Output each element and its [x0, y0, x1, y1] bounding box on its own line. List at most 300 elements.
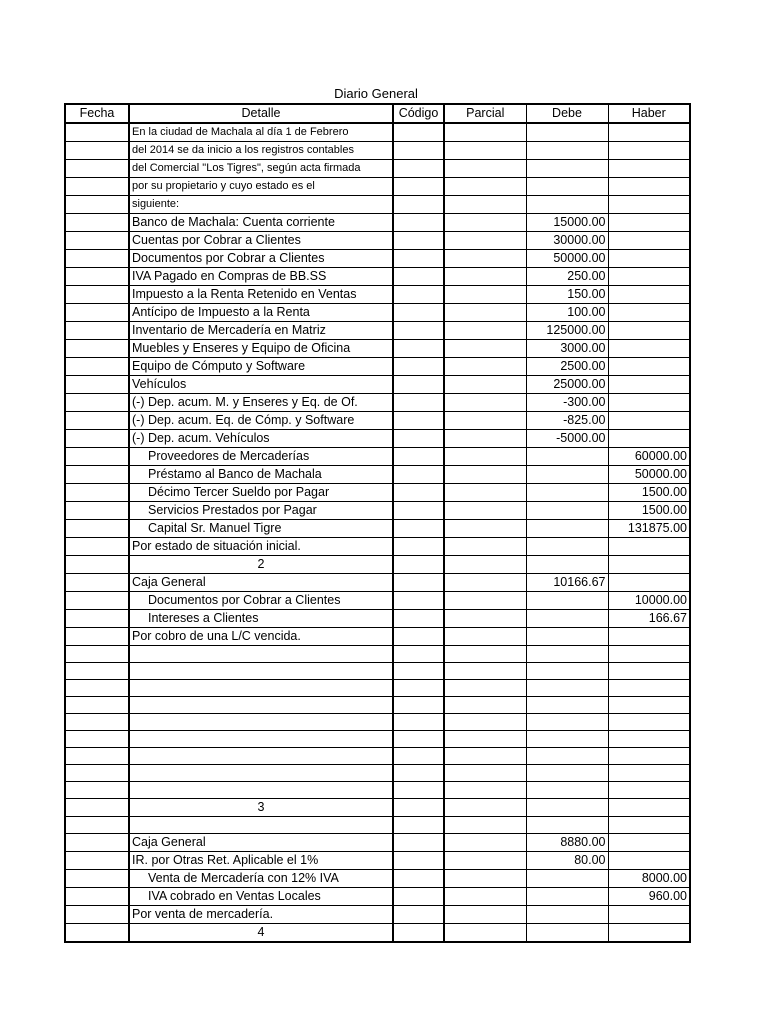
cell-codigo — [393, 268, 444, 286]
cell-haber: 1500.00 — [608, 502, 690, 520]
cell-haber — [608, 123, 690, 142]
cell-debe: 8880.00 — [526, 834, 608, 852]
header-detalle: Detalle — [129, 104, 393, 123]
table-row — [65, 765, 690, 782]
table-row — [65, 286, 690, 304]
cell-detalle: Antícipo de Impuesto a la Renta — [129, 304, 393, 322]
cell-detalle: del 2014 se da inicio a los registros contables — [129, 142, 393, 160]
cell-fecha — [65, 574, 129, 592]
cell-codigo — [393, 646, 444, 663]
cell-parcial — [444, 358, 526, 376]
cell-fecha — [65, 304, 129, 322]
cell-haber — [608, 697, 690, 714]
cell-parcial — [444, 748, 526, 765]
cell-codigo — [393, 731, 444, 748]
table-row — [65, 628, 690, 646]
cell-fecha — [65, 714, 129, 731]
cell-detalle: IVA cobrado en Ventas Locales — [129, 888, 393, 906]
cell-codigo — [393, 697, 444, 714]
cell-haber — [608, 394, 690, 412]
table-row — [65, 123, 690, 142]
cell-debe — [526, 538, 608, 556]
cell-codigo — [393, 448, 444, 466]
cell-codigo — [393, 906, 444, 924]
cell-detalle: Proveedores de Mercaderías — [129, 448, 393, 466]
cell-codigo — [393, 250, 444, 268]
cell-detalle: IR. por Otras Ret. Aplicable el 1% — [129, 852, 393, 870]
cell-haber — [608, 834, 690, 852]
cell-detalle: Banco de Machala: Cuenta corriente — [129, 214, 393, 232]
cell-parcial — [444, 782, 526, 799]
table-row — [65, 232, 690, 250]
cell-parcial — [444, 178, 526, 196]
cell-haber — [608, 906, 690, 924]
cell-parcial — [444, 888, 526, 906]
header-debe: Debe — [526, 104, 608, 123]
cell-parcial — [444, 799, 526, 817]
cell-detalle: Venta de Mercadería con 12% IVA — [129, 870, 393, 888]
cell-haber — [608, 714, 690, 731]
cell-codigo — [393, 502, 444, 520]
cell-debe — [526, 142, 608, 160]
cell-codigo — [393, 142, 444, 160]
cell-haber — [608, 232, 690, 250]
table-row — [65, 817, 690, 834]
cell-haber — [608, 340, 690, 358]
cell-parcial — [444, 322, 526, 340]
cell-parcial — [444, 574, 526, 592]
cell-debe — [526, 663, 608, 680]
cell-haber — [608, 322, 690, 340]
cell-fecha — [65, 430, 129, 448]
cell-fecha — [65, 748, 129, 765]
cell-fecha — [65, 394, 129, 412]
cell-detalle: Muebles y Enseres y Equipo de Oficina — [129, 340, 393, 358]
cell-haber — [608, 160, 690, 178]
cell-haber: 131875.00 — [608, 520, 690, 538]
cell-codigo — [393, 196, 444, 214]
cell-debe — [526, 448, 608, 466]
table-row — [65, 520, 690, 538]
cell-detalle: siguiente: — [129, 196, 393, 214]
cell-debe — [526, 924, 608, 943]
header-row — [65, 104, 690, 123]
cell-fecha — [65, 924, 129, 943]
table-row — [65, 340, 690, 358]
cell-detalle: Servicios Prestados por Pagar — [129, 502, 393, 520]
cell-haber — [608, 731, 690, 748]
table-row — [65, 592, 690, 610]
cell-codigo — [393, 556, 444, 574]
table-row — [65, 870, 690, 888]
cell-codigo — [393, 484, 444, 502]
cell-haber — [608, 412, 690, 430]
cell-codigo — [393, 610, 444, 628]
cell-haber — [608, 250, 690, 268]
table-row — [65, 731, 690, 748]
cell-debe: 2500.00 — [526, 358, 608, 376]
cell-fecha — [65, 142, 129, 160]
cell-debe: 30000.00 — [526, 232, 608, 250]
cell-detalle: del Comercial "Los Tigres", según acta firmada — [129, 160, 393, 178]
journal-body — [65, 123, 690, 942]
table-row — [65, 924, 690, 943]
cell-debe: 80.00 — [526, 852, 608, 870]
cell-haber — [608, 646, 690, 663]
cell-codigo — [393, 834, 444, 852]
table-row — [65, 852, 690, 870]
cell-fecha — [65, 448, 129, 466]
cell-fecha — [65, 628, 129, 646]
cell-debe — [526, 520, 608, 538]
cell-haber — [608, 663, 690, 680]
cell-haber — [608, 782, 690, 799]
cell-debe: -825.00 — [526, 412, 608, 430]
cell-fecha — [65, 782, 129, 799]
cell-parcial — [444, 196, 526, 214]
cell-detalle: Décimo Tercer Sueldo por Pagar — [129, 484, 393, 502]
cell-detalle — [129, 697, 393, 714]
cell-codigo — [393, 852, 444, 870]
cell-detalle: Equipo de Cómputo y Software — [129, 358, 393, 376]
table-row — [65, 646, 690, 663]
cell-debe — [526, 782, 608, 799]
cell-haber — [608, 358, 690, 376]
cell-fecha — [65, 556, 129, 574]
cell-codigo — [393, 888, 444, 906]
cell-parcial — [444, 731, 526, 748]
table-row — [65, 680, 690, 697]
cell-haber: 60000.00 — [608, 448, 690, 466]
cell-fecha — [65, 214, 129, 232]
cell-haber — [608, 214, 690, 232]
cell-codigo — [393, 870, 444, 888]
cell-detalle: 2 — [129, 556, 393, 574]
cell-debe — [526, 196, 608, 214]
cell-fecha — [65, 610, 129, 628]
journal-table — [64, 103, 691, 943]
cell-fecha — [65, 412, 129, 430]
cell-haber — [608, 538, 690, 556]
cell-parcial — [444, 123, 526, 142]
cell-detalle: Por estado de situación inicial. — [129, 538, 393, 556]
cell-parcial — [444, 817, 526, 834]
cell-fecha — [65, 466, 129, 484]
table-row — [65, 304, 690, 322]
cell-codigo — [393, 817, 444, 834]
cell-parcial — [444, 412, 526, 430]
table-row — [65, 268, 690, 286]
cell-parcial — [444, 852, 526, 870]
cell-haber — [608, 304, 690, 322]
table-row — [65, 906, 690, 924]
cell-codigo — [393, 358, 444, 376]
cell-parcial — [444, 232, 526, 250]
cell-codigo — [393, 178, 444, 196]
table-row — [65, 484, 690, 502]
cell-parcial — [444, 142, 526, 160]
header-fecha: Fecha — [65, 104, 129, 123]
cell-fecha — [65, 178, 129, 196]
cell-debe: 10166.67 — [526, 574, 608, 592]
cell-debe — [526, 123, 608, 142]
cell-haber: 10000.00 — [608, 592, 690, 610]
cell-debe — [526, 765, 608, 782]
cell-debe — [526, 888, 608, 906]
table-row — [65, 322, 690, 340]
header-haber: Haber — [608, 104, 690, 123]
cell-haber — [608, 817, 690, 834]
table-row — [65, 556, 690, 574]
cell-detalle: Por cobro de una L/C vencida. — [129, 628, 393, 646]
cell-debe — [526, 592, 608, 610]
cell-parcial — [444, 906, 526, 924]
cell-fecha — [65, 646, 129, 663]
cell-codigo — [393, 376, 444, 394]
cell-fecha — [65, 196, 129, 214]
cell-codigo — [393, 466, 444, 484]
cell-parcial — [444, 484, 526, 502]
cell-debe — [526, 748, 608, 765]
cell-codigo — [393, 680, 444, 697]
cell-haber — [608, 178, 690, 196]
cell-debe — [526, 466, 608, 484]
table-row — [65, 250, 690, 268]
cell-debe — [526, 731, 608, 748]
table-row — [65, 160, 690, 178]
cell-detalle: Capital Sr. Manuel Tigre — [129, 520, 393, 538]
cell-fecha — [65, 697, 129, 714]
cell-parcial — [444, 870, 526, 888]
cell-fecha — [65, 765, 129, 782]
cell-codigo — [393, 412, 444, 430]
cell-parcial — [444, 556, 526, 574]
cell-parcial — [444, 663, 526, 680]
cell-haber — [608, 924, 690, 943]
cell-debe: -5000.00 — [526, 430, 608, 448]
cell-fecha — [65, 799, 129, 817]
cell-haber — [608, 628, 690, 646]
cell-debe — [526, 160, 608, 178]
cell-debe — [526, 870, 608, 888]
table-row — [65, 502, 690, 520]
table-row — [65, 448, 690, 466]
cell-parcial — [444, 376, 526, 394]
cell-fecha — [65, 250, 129, 268]
cell-haber: 50000.00 — [608, 466, 690, 484]
cell-parcial — [444, 834, 526, 852]
table-row — [65, 714, 690, 731]
cell-codigo — [393, 799, 444, 817]
cell-codigo — [393, 340, 444, 358]
cell-haber: 1500.00 — [608, 484, 690, 502]
cell-fecha — [65, 268, 129, 286]
cell-detalle: Vehículos — [129, 376, 393, 394]
cell-codigo — [393, 592, 444, 610]
cell-detalle — [129, 680, 393, 697]
cell-debe — [526, 799, 608, 817]
cell-haber — [608, 748, 690, 765]
cell-haber: 960.00 — [608, 888, 690, 906]
table-row — [65, 748, 690, 765]
cell-parcial — [444, 304, 526, 322]
cell-parcial — [444, 538, 526, 556]
cell-fecha — [65, 663, 129, 680]
cell-haber — [608, 376, 690, 394]
cell-codigo — [393, 394, 444, 412]
cell-fecha — [65, 376, 129, 394]
cell-debe: 250.00 — [526, 268, 608, 286]
cell-codigo — [393, 322, 444, 340]
table-row — [65, 574, 690, 592]
table-row — [65, 178, 690, 196]
cell-parcial — [444, 502, 526, 520]
cell-codigo — [393, 160, 444, 178]
table-row — [65, 799, 690, 817]
cell-haber — [608, 142, 690, 160]
cell-fecha — [65, 160, 129, 178]
cell-fecha — [65, 680, 129, 697]
header-parcial: Parcial — [444, 104, 526, 123]
cell-fecha — [65, 817, 129, 834]
cell-fecha — [65, 906, 129, 924]
cell-haber — [608, 852, 690, 870]
cell-parcial — [444, 430, 526, 448]
table-row — [65, 697, 690, 714]
cell-fecha — [65, 232, 129, 250]
cell-parcial — [444, 610, 526, 628]
cell-detalle: Documentos por Cobrar a Clientes — [129, 250, 393, 268]
cell-haber — [608, 556, 690, 574]
cell-debe — [526, 502, 608, 520]
table-row — [65, 466, 690, 484]
table-row — [65, 394, 690, 412]
cell-detalle: Caja General — [129, 834, 393, 852]
cell-detalle: 4 — [129, 924, 393, 943]
cell-detalle — [129, 748, 393, 765]
cell-parcial — [444, 924, 526, 943]
cell-detalle: En la ciudad de Machala al día 1 de Febrero — [129, 123, 393, 142]
cell-haber — [608, 680, 690, 697]
cell-codigo — [393, 232, 444, 250]
cell-codigo — [393, 520, 444, 538]
cell-fecha — [65, 340, 129, 358]
cell-fecha — [65, 502, 129, 520]
page-title: Diario General — [334, 86, 418, 101]
cell-debe — [526, 610, 608, 628]
cell-debe: -300.00 — [526, 394, 608, 412]
cell-detalle: 3 — [129, 799, 393, 817]
cell-debe — [526, 646, 608, 663]
cell-codigo — [393, 628, 444, 646]
cell-parcial — [444, 214, 526, 232]
table-row — [65, 358, 690, 376]
cell-codigo — [393, 663, 444, 680]
cell-parcial — [444, 765, 526, 782]
cell-parcial — [444, 628, 526, 646]
cell-parcial — [444, 466, 526, 484]
cell-parcial — [444, 268, 526, 286]
table-row — [65, 412, 690, 430]
table-row — [65, 663, 690, 680]
cell-detalle — [129, 817, 393, 834]
cell-detalle: (-) Dep. acum. M. y Enseres y Eq. de Of. — [129, 394, 393, 412]
cell-detalle — [129, 646, 393, 663]
cell-debe — [526, 714, 608, 731]
cell-detalle: Por venta de mercadería. — [129, 906, 393, 924]
cell-haber — [608, 196, 690, 214]
cell-detalle — [129, 731, 393, 748]
cell-detalle: Caja General — [129, 574, 393, 592]
cell-detalle: (-) Dep. acum. Eq. de Cómp. y Software — [129, 412, 393, 430]
cell-fecha — [65, 358, 129, 376]
cell-parcial — [444, 592, 526, 610]
cell-fecha — [65, 538, 129, 556]
cell-fecha — [65, 322, 129, 340]
cell-debe: 25000.00 — [526, 376, 608, 394]
cell-codigo — [393, 714, 444, 731]
cell-detalle — [129, 714, 393, 731]
cell-detalle — [129, 663, 393, 680]
cell-detalle: Impuesto a la Renta Retenido en Ventas — [129, 286, 393, 304]
table-row — [65, 782, 690, 799]
cell-debe: 150.00 — [526, 286, 608, 304]
cell-parcial — [444, 520, 526, 538]
table-row — [65, 610, 690, 628]
cell-parcial — [444, 286, 526, 304]
cell-debe — [526, 628, 608, 646]
cell-parcial — [444, 160, 526, 178]
cell-fecha — [65, 286, 129, 304]
cell-detalle: IVA Pagado en Compras de BB.SS — [129, 268, 393, 286]
cell-detalle: Inventario de Mercadería en Matriz — [129, 322, 393, 340]
cell-haber — [608, 430, 690, 448]
cell-parcial — [444, 340, 526, 358]
table-row — [65, 376, 690, 394]
table-row — [65, 834, 690, 852]
cell-fecha — [65, 888, 129, 906]
cell-parcial — [444, 250, 526, 268]
cell-debe — [526, 484, 608, 502]
cell-parcial — [444, 646, 526, 663]
cell-haber — [608, 268, 690, 286]
table-row — [65, 142, 690, 160]
cell-parcial — [444, 394, 526, 412]
cell-fecha — [65, 834, 129, 852]
cell-codigo — [393, 765, 444, 782]
cell-debe — [526, 178, 608, 196]
cell-detalle: (-) Dep. acum. Vehículos — [129, 430, 393, 448]
cell-debe — [526, 680, 608, 697]
cell-codigo — [393, 214, 444, 232]
cell-haber — [608, 286, 690, 304]
cell-fecha — [65, 870, 129, 888]
cell-detalle: por su propietario y cuyo estado es el — [129, 178, 393, 196]
table-row — [65, 196, 690, 214]
cell-fecha — [65, 123, 129, 142]
cell-debe: 50000.00 — [526, 250, 608, 268]
cell-parcial — [444, 697, 526, 714]
cell-codigo — [393, 430, 444, 448]
cell-parcial — [444, 714, 526, 731]
table-row — [65, 430, 690, 448]
cell-debe: 100.00 — [526, 304, 608, 322]
cell-fecha — [65, 520, 129, 538]
cell-debe — [526, 697, 608, 714]
cell-debe — [526, 556, 608, 574]
cell-debe — [526, 906, 608, 924]
cell-haber — [608, 765, 690, 782]
